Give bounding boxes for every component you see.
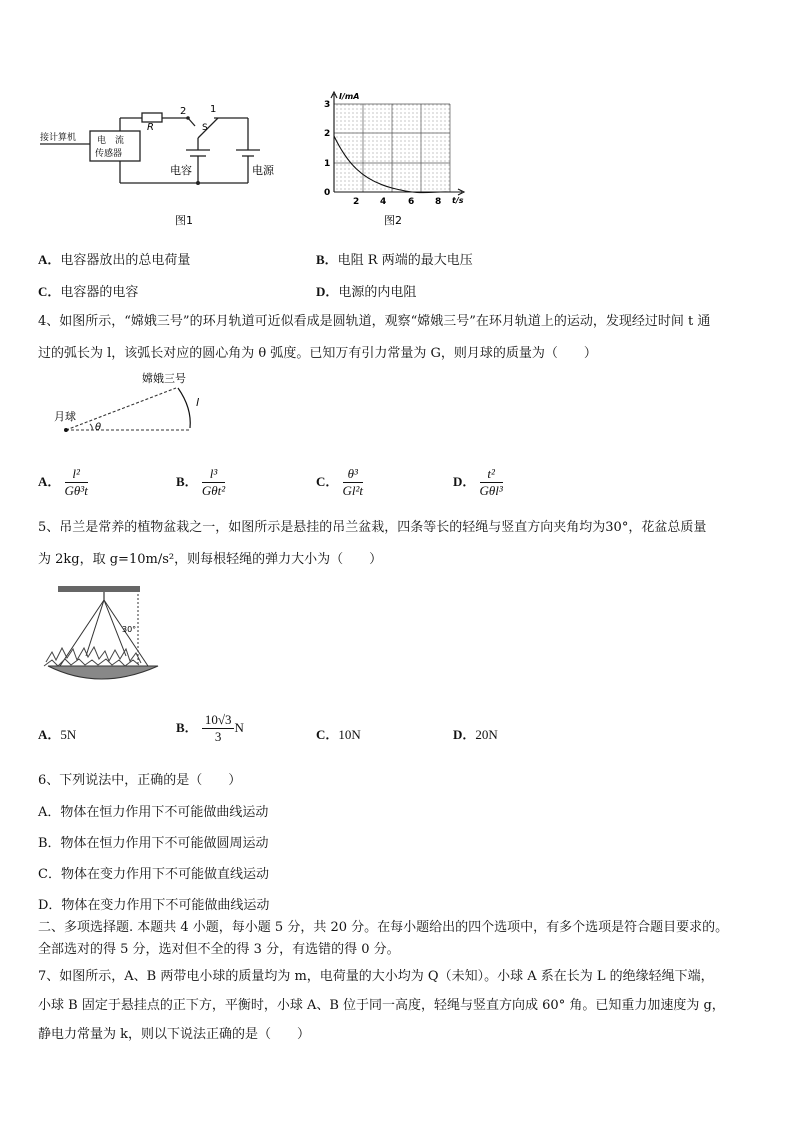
q4-orbit-figure (50, 368, 230, 440)
section-2-line-2: 全部选对的得 5 分，选对但不全的得 3 分，有选错的得 0 分。 (38, 942, 400, 957)
q4-stem-line-1: 4、如图所示，“嫦娥三号”的环月轨道可近似看成是圆轨道，观察“嫦娥三号”在环月轨道上的运动，发现经过时间 t 通 (38, 314, 711, 329)
q7-stem (38, 962, 768, 1049)
q4-option-a[interactable] (38, 466, 88, 499)
q3-option-b[interactable] (316, 249, 473, 268)
denominator: 3 (214, 729, 222, 744)
q3-option-d[interactable] (316, 281, 416, 300)
figure-1-circuit (30, 98, 290, 230)
x-tick-6: 6 (408, 197, 415, 207)
option-key: A． (38, 474, 61, 489)
fraction (202, 712, 235, 745)
q7-line-2: 小球 B 固定于悬挂点的正下方，平衡时，小球 A、B 位于同一高度，轻绳与竖直方向成 60° 角。已知重力加速度为 g， (38, 998, 725, 1013)
option-text: 5N (60, 727, 77, 742)
option-text: 20N (475, 727, 498, 742)
q5-option-c[interactable] (316, 724, 361, 743)
resistor-label: R (147, 122, 154, 133)
denominator: Gθt² (201, 483, 226, 498)
figure-2-graph (312, 88, 472, 230)
denominator: Gl²t (342, 483, 364, 498)
option-text: 电容器的电容 (60, 285, 139, 300)
figure-1-caption: 图1 (175, 214, 193, 227)
q6-stem: 6、下列说法中，正确的是（ ） (38, 773, 242, 788)
q6-option-a[interactable]: A．物体在恒力作用下不可能做曲线运动 (38, 805, 269, 820)
q3-option-c[interactable] (38, 281, 138, 300)
source-label: 电源 (252, 164, 274, 177)
q5-option-b[interactable] (176, 712, 244, 745)
option-key: D． (453, 474, 476, 489)
angle-theta-label: θ (95, 422, 102, 433)
option-key: D． (453, 727, 476, 742)
x-tick-4: 4 (380, 197, 387, 207)
numerator: θ³ (343, 466, 364, 483)
q5-stem-line-2: 为 2kg，取 g=10m/s²，则每根轻绳的弹力大小为（ ） (38, 552, 383, 567)
switch-label: S (202, 123, 208, 133)
q5-stem-line-1: 5、吊兰是常养的植物盆栽之一，如图所示是悬挂的吊兰盆栽，四条等长的轻绳与竖直方向夹角均为30°，花盆总质量 (38, 520, 707, 535)
moon-label: 月球 (54, 410, 76, 423)
option-key: B． (176, 720, 198, 735)
option-key: A． (38, 727, 61, 742)
node-1-label: 1 (210, 104, 217, 115)
y-axis-label: I/mA (339, 92, 360, 101)
y-tick-2: 2 (324, 129, 331, 139)
section-2-line-1: 二、多项选择题. 本题共 4 小题，每小题 5 分，共 20 分。在每小题给出的四个选项中，有多个选项是符合题目要求的。 (38, 920, 729, 935)
x-tick-8: 8 (435, 197, 442, 207)
computer-label: 接计算机 (40, 133, 77, 143)
angle-30-label: 30° (122, 625, 137, 634)
arc-length-label: l (196, 396, 200, 409)
q4-stem (38, 306, 760, 370)
q3-option-a[interactable] (38, 249, 190, 268)
fraction (202, 466, 225, 499)
y-tick-0: 0 (324, 188, 331, 198)
option-key: C． (38, 284, 61, 299)
y-tick-3: 3 (324, 100, 331, 110)
option-text: 电源的内电阻 (338, 285, 417, 300)
option-key: B． (176, 474, 198, 489)
option-key: B． (316, 252, 338, 267)
fraction (480, 466, 503, 499)
q4-option-b[interactable] (176, 466, 225, 499)
q6-option-c[interactable]: C．物体在变力作用下不可能做直线运动 (38, 867, 269, 882)
option-key: A． (38, 252, 61, 267)
capacitor-label: 电容 (170, 164, 192, 177)
option-text: 10N (338, 727, 361, 742)
unit: N (234, 720, 244, 735)
numerator: l² (65, 466, 88, 483)
q5-option-d[interactable] (453, 724, 498, 743)
q5-option-a[interactable] (38, 724, 76, 743)
sensor-label-2: 传感器 (95, 149, 123, 159)
q4-stem-line-2: 过的弧长为 l，该弧长对应的圆心角为 θ 弧度。已知万有引力常量为 G，则月球的质量为（ ） (38, 346, 597, 361)
q4-option-d[interactable] (453, 466, 503, 499)
q5-stem (38, 512, 760, 576)
q7-line-3: 静电力常量为 k，则以下说法正确的是（ ） (38, 1027, 311, 1042)
denominator: Gθl³ (479, 483, 503, 498)
sensor-label-1: 电 流 (97, 136, 125, 146)
option-key: C． (316, 727, 339, 742)
q4-option-c[interactable] (316, 466, 363, 499)
y-tick-1: 1 (324, 159, 331, 169)
figure-2-caption: 图2 (384, 214, 402, 227)
numerator: 10√3 (202, 712, 235, 729)
numerator: l³ (202, 466, 225, 483)
q7-line-1: 7、如图所示，A、B 两带电小球的质量均为 m，电荷量的大小均为 Q（未知）。小球 A 系在长为 L 的绝缘轻绳下端， (38, 969, 714, 984)
x-tick-2: 2 (353, 197, 360, 207)
node-2-label: 2 (180, 106, 187, 117)
q5-hanging-plant-figure (40, 584, 160, 690)
option-key: C． (316, 474, 339, 489)
option-key: D． (316, 284, 339, 299)
q6-option-d[interactable]: D．物体在变力作用下不可能做曲线运动 (38, 898, 270, 913)
section-2-instructions (38, 917, 768, 961)
x-axis-label: t/s (452, 196, 464, 205)
spacecraft-label: 嫦娥三号 (142, 372, 186, 385)
denominator: Gθ³t (64, 483, 88, 498)
fraction (65, 466, 88, 499)
q6-option-b[interactable]: B．物体在恒力作用下不可能做圆周运动 (38, 836, 269, 851)
option-text: 电阻 R 两端的最大电压 (337, 253, 473, 268)
fraction (343, 466, 364, 499)
numerator: t² (480, 466, 503, 483)
option-text: 电容器放出的总电荷量 (60, 253, 191, 268)
